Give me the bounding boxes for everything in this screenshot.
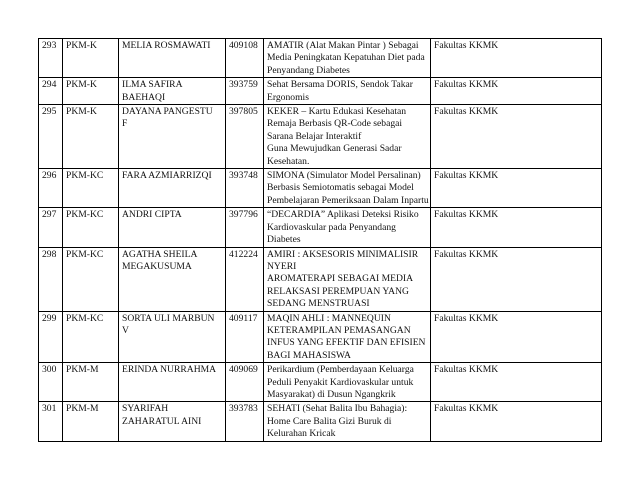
cell-nama [119, 39, 226, 78]
cell-nama-line: SYARIFAH [122, 403, 169, 415]
cell-fakultas: Fakultas KKMK [431, 39, 602, 78]
cell-nim: 397805 [226, 105, 264, 169]
cell-nama-line: DAYANA PANGESTU [122, 106, 213, 118]
cell-nama [119, 402, 226, 441]
cell-judul [264, 105, 431, 169]
cell-judul-line: Sehat Bersama DORIS, Sendok Takar [267, 79, 413, 91]
cell-skema: PKM-KC [63, 247, 119, 311]
cell-skema: PKM-KC [63, 208, 119, 247]
cell-judul-line: SIMONA (Simulator Model Persalinan) [267, 170, 421, 182]
cell-nama-line: BAEHAQI [122, 91, 166, 103]
cell-nim: 412224 [226, 247, 264, 311]
cell-judul [264, 363, 431, 402]
cell-fakultas: Fakultas KKMK [431, 311, 602, 363]
cell-judul-line: NYERI [267, 260, 297, 272]
cell-judul [264, 169, 431, 208]
cell-skema: PKM-K [63, 105, 119, 169]
cell-nama-line: AGATHA SHEILA [122, 248, 198, 260]
table-row [39, 78, 602, 105]
cell-fakultas: Fakultas KKMK [431, 208, 602, 247]
cell-judul-line: Kardiovaskular pada Penyandang [267, 221, 396, 233]
cell-no: 301 [39, 402, 63, 441]
cell-judul [264, 311, 431, 363]
cell-no: 299 [39, 311, 63, 363]
cell-nim: 409108 [226, 39, 264, 78]
cell-fakultas: Fakultas KKMK [431, 247, 602, 311]
cell-judul-line: AMATIR (Alat Makan Pintar ) Sebagai [267, 40, 419, 51]
cell-judul [264, 39, 431, 78]
table-row [39, 363, 602, 402]
cell-nama-line: MEGAKUSUMA [122, 260, 192, 272]
cell-no: 298 [39, 247, 63, 311]
cell-nim: 409117 [226, 311, 264, 363]
cell-judul-line: Remaja Berbasis QR-Code sebagai [267, 118, 403, 130]
cell-judul-line: Kelurahan Kricak [267, 428, 336, 440]
cell-nama-line: SORTA ULI MARBUN [122, 312, 215, 324]
cell-judul-line: AMIRI : AKSESORIS MINIMALISIR [267, 248, 419, 260]
table-row [39, 208, 602, 247]
cell-judul [264, 402, 431, 441]
cell-nama [119, 169, 226, 208]
cell-no: 300 [39, 363, 63, 402]
cell-nama-line: ANDRI CIPTA [122, 209, 182, 221]
cell-no: 296 [39, 169, 63, 208]
cell-no: 294 [39, 78, 63, 105]
table-row [39, 311, 602, 363]
cell-judul-line: RELAKSASI PEREMPUAN YANG [267, 285, 409, 297]
cell-judul-line: Kesehatan. [267, 155, 310, 167]
cell-nama-line: ZAHARATUL AINI [122, 415, 202, 427]
cell-fakultas: Fakultas KKMK [431, 402, 602, 441]
cell-nim: 397796 [226, 208, 264, 247]
cell-judul-line: Penyandang Diabetes [267, 64, 350, 76]
cell-no: 297 [39, 208, 63, 247]
cell-fakultas: Fakultas KKMK [431, 363, 602, 402]
cell-nama [119, 208, 226, 247]
cell-judul-line: Media Peningkatan Kepatuhan Diet pada [267, 52, 425, 64]
cell-judul-line: Peduli Penyakit Kardiovaskular untuk [267, 376, 414, 388]
cell-nim: 393759 [226, 78, 264, 105]
cell-judul-line: Home Care Balita Gizi Buruk di [267, 415, 392, 427]
cell-nama [119, 247, 226, 311]
cell-fakultas: Fakultas KKMK [431, 78, 602, 105]
cell-skema: PKM-KC [63, 311, 119, 363]
cell-nama [119, 363, 226, 402]
cell-judul-line: Sarana Belajar Interaktif [267, 130, 362, 142]
cell-nama-line: FARA AZMIARRIZQI [122, 170, 212, 182]
pkm-table [38, 38, 602, 442]
cell-judul-line: KETERAMPILAN PEMASANGAN [267, 324, 411, 336]
cell-nama [119, 78, 226, 105]
cell-judul [264, 78, 431, 105]
table-row [39, 39, 602, 78]
cell-judul-line: Diabetes [267, 234, 301, 246]
cell-skema: PKM-K [63, 78, 119, 105]
cell-nama-line: ERINDA NURRAHMA [122, 364, 217, 376]
cell-nama [119, 105, 226, 169]
cell-skema: PKM-M [63, 402, 119, 441]
cell-nama-line: ILMA SAFIRA [122, 79, 183, 91]
cell-nama-line: MELIA ROSMAWATI [122, 40, 211, 51]
cell-skema: PKM-K [63, 39, 119, 78]
cell-judul-line: Pembelajaran Pemeriksaan Dalam Inpartu [267, 194, 429, 206]
cell-judul-line: Ergonomis [267, 91, 309, 103]
table-row [39, 169, 602, 208]
cell-nim: 409069 [226, 363, 264, 402]
cell-judul-line: KEKER – Kartu Edukasi Kesehatan [267, 106, 407, 118]
cell-judul [264, 208, 431, 247]
cell-judul-line: Guna Mewujudkan Generasi Sadar [267, 143, 402, 155]
cell-judul-line: SEHATI (Sehat Balita Ibu Bahagia): [267, 403, 408, 415]
cell-fakultas: Fakultas KKMK [431, 169, 602, 208]
cell-skema: PKM-M [63, 363, 119, 402]
cell-judul-line: Berbasis Semiotomatis sebagai Model [267, 182, 414, 194]
cell-judul-line: “DECARDIA” Aplikasi Deteksi Risiko [267, 209, 419, 221]
table-row [39, 402, 602, 441]
table-row [39, 105, 602, 169]
cell-nim: 393783 [226, 402, 264, 441]
cell-nama-line: F [122, 118, 128, 130]
cell-no: 295 [39, 105, 63, 169]
cell-judul-line: SEDANG MENSTRUASI [267, 298, 370, 310]
table-body [39, 39, 602, 442]
cell-no: 293 [39, 39, 63, 78]
cell-judul-line: Masyarakat) di Dusun Ngangkrik [267, 388, 396, 400]
cell-fakultas: Fakultas KKMK [431, 105, 602, 169]
cell-judul-line: INFUS YANG EFEKTIF DAN EFISIEN [267, 337, 426, 349]
cell-judul-line: Perikardium (Pemberdayaan Keluarga [267, 364, 414, 376]
cell-nim: 393748 [226, 169, 264, 208]
cell-nama-line: V [122, 324, 129, 336]
cell-judul-line: MAQIN AHLI : MANNEQUIN [267, 312, 391, 324]
cell-judul-line: AROMATERAPI SEBAGAI MEDIA [267, 273, 414, 285]
cell-nama [119, 311, 226, 363]
cell-skema: PKM-KC [63, 169, 119, 208]
cell-judul [264, 247, 431, 311]
cell-judul-line: BAGI MAHASISWA [267, 349, 351, 361]
table-row [39, 247, 602, 311]
